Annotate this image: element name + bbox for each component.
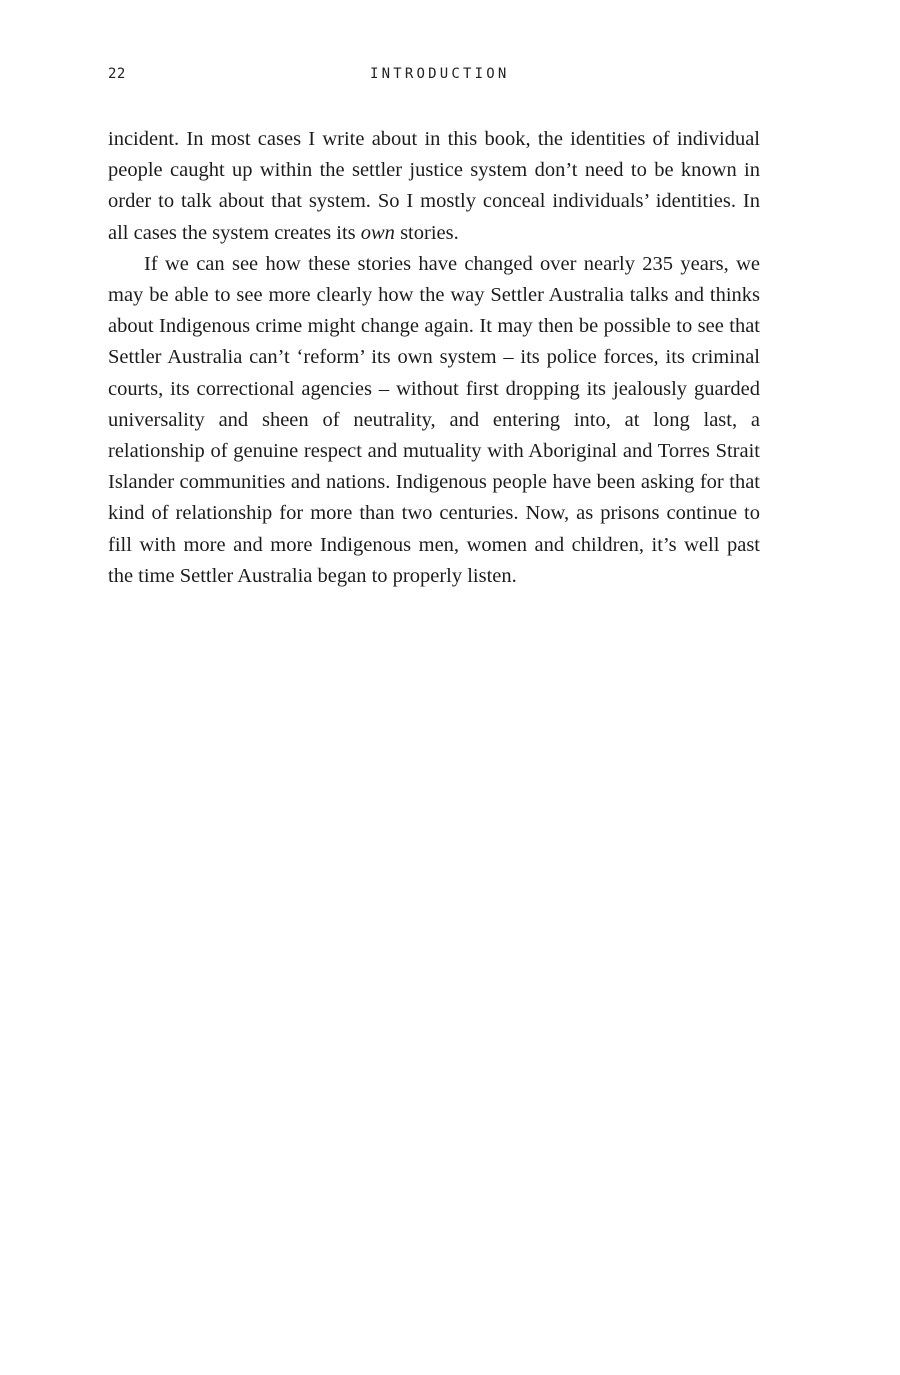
running-head [108,66,760,90]
chapter-title: INTRODUCTION [370,66,510,82]
paragraph-1 [108,124,760,249]
paragraph-1-text-end: stories. [394,221,459,244]
paragraph-2: If we can see how these stories have changed over nearly 235 years, we may be able to see more clearly how the way Settler Australia talks and thinks about Indigenous crime might change again. It may then be possible to see that Settler Australia can’t ‘reform’ its own system – its police forces, its criminal courts, its correctional agencies – without first dropping its jealously guarded universality and sheen of neutrality, and entering into, at long last, a relationship of genuine respect and mutuality with Aboriginal and Torres Strait Islander communities and nations. Indigenous people have been asking for that kind of relationship for more than two centuries. Now, as prisons continue to fill with more and more Indigenous men, women and children, it’s well past the time Settler Australia began to properly listen. [108,252,760,587]
page-number: 22 [108,66,126,82]
paragraph-1-text: incident. In most cases I write about in this book, the identities of individual people caught up within the settler justice system don’t need to be known in order to talk about that system. So I mostly conceal individuals’ identities. In all cases the system creates its [108,128,760,244]
paragraph-1-emphasis: own [360,221,395,244]
body-text [108,124,760,592]
